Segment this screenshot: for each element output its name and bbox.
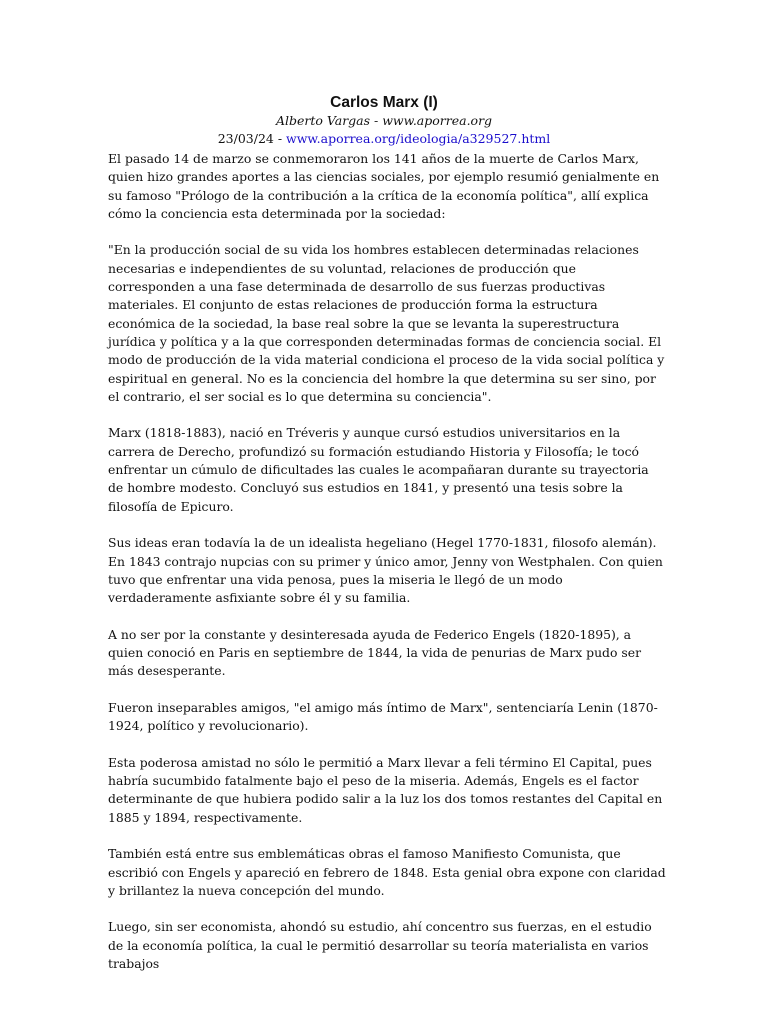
paragraph-3: Marx (1818-1883), nació en Tréveris y aunque cursó estudios universitarios en la carrera de Derecho, profundizó su formación estudiando Historia y Filosofía; le tocó enfrentar un cúmulo de dificultades las cuales le acompañaran durante su trayectoria de hombre modesto. Concluyó sus estudios en 1841, y presentó una tesis sobre la filosofía de Epicuro. [108,425,649,514]
article-header [0,93,768,148]
article-author: Alberto Vargas - www.aporrea.org [275,113,493,128]
article-title: Carlos Marx (I) [330,94,438,111]
paragraph-9: Luego, sin ser economista, ahondó su estudio, ahí concentro sus fuerzas, en el estudio de la economía política, la cual le permitió desarrollar su teoría materialista en varios trabajos [108,919,652,972]
paragraph-6: Fueron inseparables amigos, "el amigo más íntimo de Marx", sentenciaría Lenin (1870-1924, político y revolucionario). [108,699,658,734]
paragraph-8: También está entre sus emblemáticas obras el famoso Manifiesto Comunista, que escribió con Engels y apareció en febrero de 1848. Esta genial obra expone con claridad y brillantez la nueva concepción del mundo. [108,846,666,898]
paragraph-4: Sus ideas eran todavía la de un idealista hegeliano (Hegel 1770-1831, filosofo alemán). En 1843 contrajo nupcias con su primer y único amor, Jenny von Westphalen. Con quien tuvo que enfrentar una vida penosa, pues la miseria le llegó de un modo verdaderamente asfixiante sobre él y su familia. [108,535,663,606]
article-date: 23/03/24 [217,131,274,146]
paragraph-5: A no ser por la constante y desinteresada ayuda de Federico Engels (1820-1895), a quien conoció en Paris en septiembre de 1844, la vida de penurias de Marx pudo ser más desesperante. [108,626,641,679]
paragraph-7: Esta poderosa amistad no sólo le permitió a Marx llevar a feli término El Capital, pues habría sucumbido fatalmente bajo el peso de la miseria. Además, Engels es el factor determinante de que hubiera podido salir a la luz los dos tomos restantes del Capital en 1885 y 1894, respectivamente. [108,754,663,825]
article-body [108,150,666,992]
paragraph-1: El pasado 14 de marzo se conmemoraron los 141 años de la muerte de Carlos Marx, quien hizo grandes aportes a las ciencias sociales, por ejemplo resumió genialmente en su famoso "Prólogo de la contribución a la crítica de la economía política", allí explica cómo la conciencia esta determinada por la sociedad: [108,151,660,221]
article-source-link[interactable]: www.aporrea.org/ideologia/a329527.html [286,131,551,146]
date-separator: - [273,131,287,146]
paragraph-2-quote: "En la producción social de su vida los hombres establecen determinadas relaciones necesarias e independientes de su voluntad, relaciones de producción que corresponden a una fase determinada de desarrollo de sus fuerzas productivas materiales. El conjunto de estas relaciones de producción forma la estructura económica de la sociedad, la base real sobre la que se levanta la superestructura jurídica y política y a la que corresponden determinadas formas de conciencia social. El modo de producción de la vida material condiciona el proceso de la vida social política y espiritual en general. No es la conciencia del hombre la que determina su ser sino, por el contrario, el ser social es lo que determina su conciencia". [108,242,665,404]
article-dateline [0,130,768,148]
